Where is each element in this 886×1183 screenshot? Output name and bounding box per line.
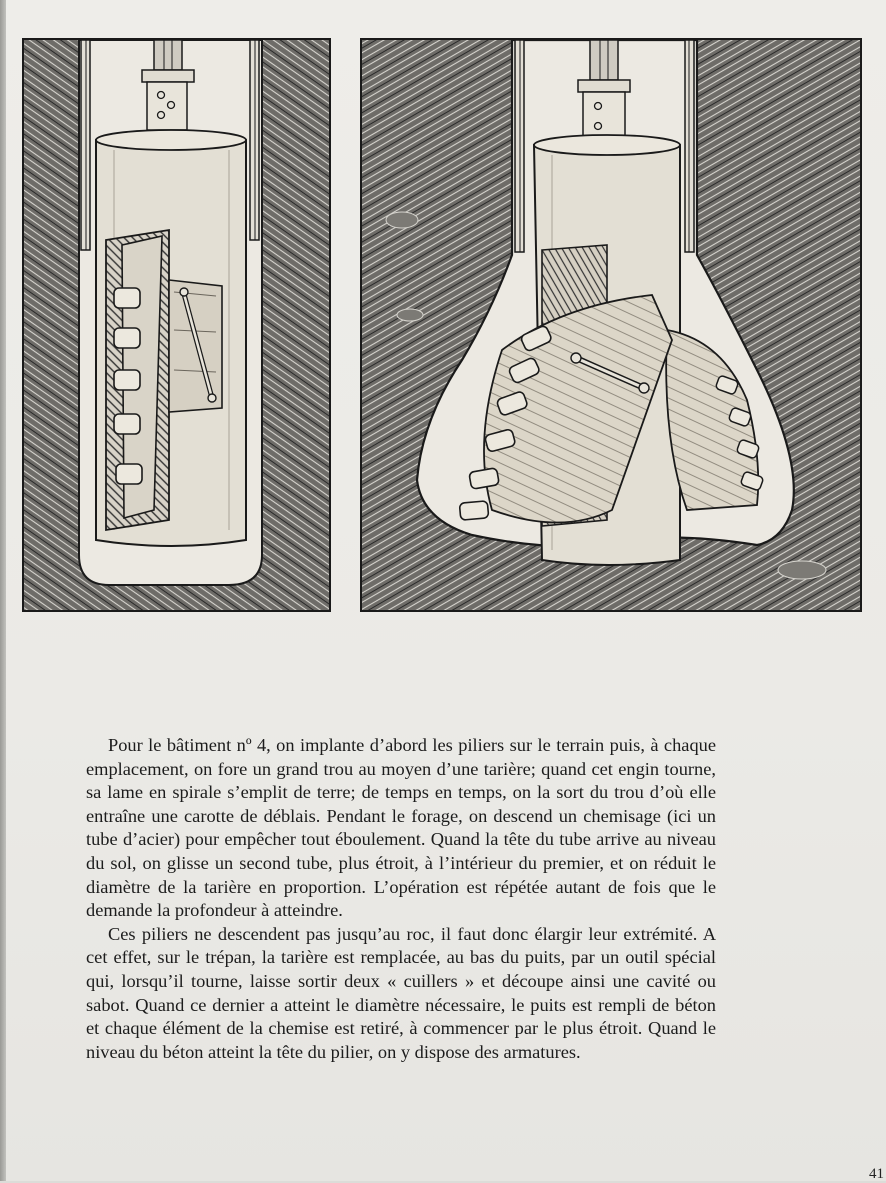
book-page	[6, 0, 886, 1181]
caption-paragraph-2: Ces piliers ne descendent pas jusqu’au roc, il faut donc élargir leur extrémité. A cet effet, sur le trépan, la tarière est remplacée, au bas du puits, par un outil spécial qui, lorsqu’il tourne, laisse sortir deux « cuillers » et découpe ainsi une cavité ou sabot. Quand ce dernier a atteint le diamètre nécessaire, le puits est rempli de béton et chaque élément de la chemise est retiré, à commencer par le plus étroit. Quand le niveau du béton atteint la tête du pilier, on y dispose des armatures.	[86, 923, 716, 1062]
page-number: 41	[869, 1166, 884, 1182]
drill-auger-icon	[24, 40, 329, 610]
caption-text	[86, 734, 716, 1064]
auger-drilling-illustration	[22, 38, 331, 612]
bell-reamer-icon	[362, 40, 860, 610]
caption-paragraph-1: Pour le bâtiment nº 4, on implante d’abord les piliers sur le terrain puis, à chaque emplacement, on fore un grand trou au moyen d’une tarière; quand cet engin tourne, sa lame en spirale s’emplit de terre; de temps en temps, on la sort du trou d’où elle entraîne une carotte de déblais. Pendant le forage, on descend un chemisage (ici un tube d’acier) pour empêcher tout éboulement. Quand la tête du tube arrive au niveau du sol, on glisse un second tube, plus étroit, à l’intérieur du premier, et on réduit le diamètre de la tarière en proportion. L’opération est répétée autant de fois que le demande la profondeur à atteindre.	[86, 735, 716, 921]
bell-reamer-illustration	[360, 38, 862, 612]
